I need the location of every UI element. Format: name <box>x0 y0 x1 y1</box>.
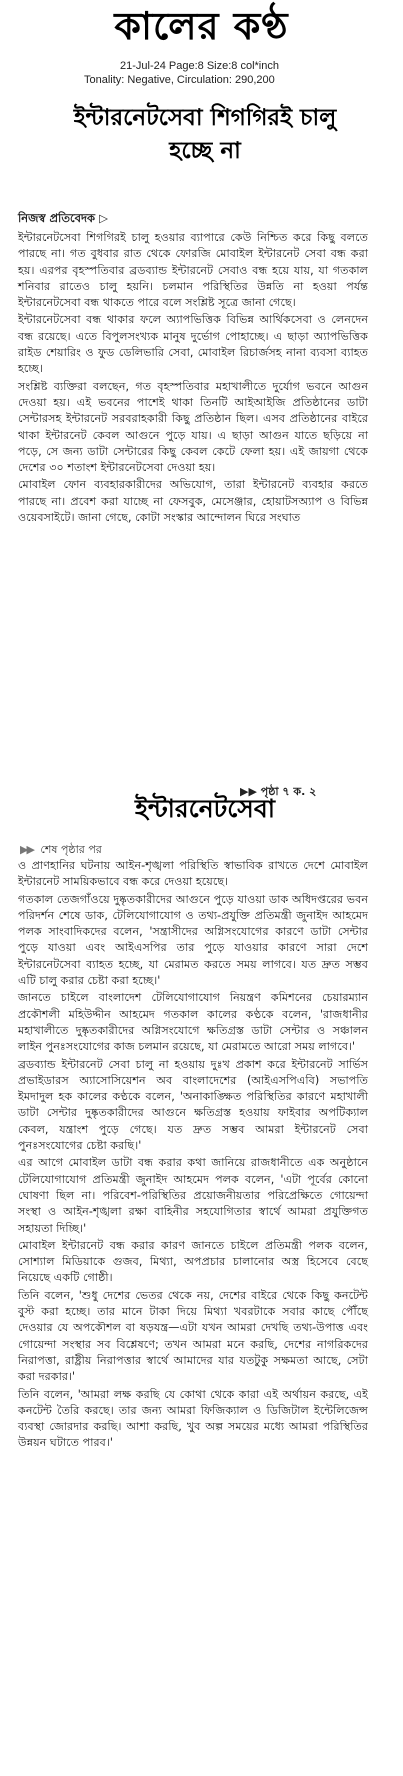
article-paragraph: ব্রডব্যান্ড ইন্টারনেট সেবা চালু না হওয়ায় দুঃখ প্রকাশ করে ইন্টারনেট সার্ভিস প্রভাইডারস অ্যাসোসিয়েশন অব বাংলাদেশের (আইএসপিএবি) সভাপতি ইমদাদুল হক কালের কণ্ঠকে বলেন, 'অনাকাঙ্ক্ষিত পরিস্থিতির কারণে মহাখালী ডাটা সেন্টার দুষ্কৃতকারীদের আগুনে ক্ষতিগ্রস্ত হওয়ায় ফাইবার অপটিক্যাল কেবল, যন্ত্রাংশ পুড়ে গেছে। যত দ্রুত সম্ভব আমরা ইন্টারনেট সেবা পুনঃসংযোগের চেষ্টা করছি।' <box>18 1057 368 1153</box>
newspaper-masthead: কালের কণ্ঠ <box>114 3 289 48</box>
article-paragraph: ইন্টারনেটসেবা শিগগিরই চালু হওয়ার ব্যাপারে কেউ নিশ্চিত করে কিছু বলতে পারছে না। গত বুধবার রাত থেকে ফোরজি মোবাইল ইন্টারনেট সেবা বন্ধ করা হয়। এরপর বৃহস্পতিবার ব্রডব্যান্ড ইন্টারনেট সেবাও বন্ধ হয়ে যায়, যা গতকাল শনিবার রাতেও চালু হয়নি। চলমান পরিস্থিতির উন্নতি না হওয়া পর্যন্ত ইন্টারনেটসেবা বন্ধ থাকতে পারে বলে সংশ্লিষ্ট সূত্রে জানা গেছে। <box>18 231 368 310</box>
byline-text: নিজস্ব প্রতিবেদক <box>18 211 96 225</box>
article-paragraph: তিনি বলেন, 'শুধু দেশের ভেতর থেকে নয়, দেশের বাইরে থেকে কিছু কনটেন্ট বুস্ট করা হচ্ছে। তার মানে টাকা দিয়ে মিথ্যা খবরটাকে সবার কাছে পৌঁছে দেওয়ার যে অপকৌশল বা ষড়যন্ত্র—এটা যখন আমরা দেখছি তথ্য-উপাত্ত এবং গোয়েন্দা সংস্থার সব বিশ্লেষণে; তখন আমরা মনে করছি, দেশের নাগরিকদের নিরাপত্তা, রাষ্ট্রীয় নিরাপত্তার স্বার্থে আমাদের যার যতটুকু সক্ষমতা আছে, সেটা করা দরকার।' <box>18 1288 368 1384</box>
article-paragraph: ইন্টারনেটসেবা বন্ধ থাকার ফলে অ্যাপভিত্তিক বিভিন্ন আর্থিকসেবা ও লেনদেন বন্ধ রয়েছে। এতে বিপুলসংখ্যক মানুষ দুর্ভোগ পোহাচ্ছে। এ ছাড়া অ্যাপভিত্তিক রাইড শেয়ারিং ও ফুড ডেলিভারি সেবা, মোবাইল রিচার্জসহ নানা ব্যবসা ব্যাহত হচ্ছে। <box>18 313 368 376</box>
article-paragraph: জানতে চাইলে বাংলাদেশ টেলিযোগাযোগ নিয়ন্ত্রণ কমিশনের চেয়ারম্যান প্রকৌশলী মহিউদ্দীন আহমেদ গতকাল কালের কণ্ঠকে বলেন, 'রাজধানীর মহাখালীতে দুষ্কৃতকারীদের অগ্নিসংযোগে ক্ষতিগ্রস্ত ডাটা সেন্টার ও সঞ্চালন লাইন পুনঃসংযোগের কাজ চলমান রয়েছে, যা মেরামতে আরো সময় লাগবে।' <box>18 991 368 1054</box>
continuation-label-text: শেষ পৃষ্ঠার পর <box>40 843 102 856</box>
byline <box>18 210 108 229</box>
article-paragraph: সংশ্লিষ্ট ব্যক্তিরা বলছেন, গত বৃহস্পতিবার মহাখালীতে দুর্যোগ ভবনে আগুন দেওয়া হয়। এই ভবনের পাশেই থাকা তিনটি আইআইজি প্রতিষ্ঠানের ডাটা সেন্টারসহ ইন্টারনেট সরবরাহকারী কিছু প্রতিষ্ঠান ছিল। এসব প্রতিষ্ঠানের বাইরে থাকা ইন্টারনেট কেবল আগুনে পুড়ে যায়। এ ছাড়া আগুন যাতে ছড়িয়ে না পড়ে, সে জন্য ডাটা সেন্টারের কিছু কেবল কেটে ফেলা হয়। এই জায়গা থেকে দেশের ৩০ শতাংশ ইন্টারনেটসেবা দেওয়া হয়। <box>18 379 368 475</box>
continuation-arrow-icon: ▶▶ <box>20 843 33 856</box>
continuation-title: ইন্টারনেটসেবা <box>135 794 275 823</box>
article-paragraph: ও প্রাণহানির ঘটনায় আইন-শৃঙ্খলা পরিস্থিতি স্বাভাবিক রাখতে দেশে মোবাইল ইন্টারনেট সাময়িকভাবে বন্ধ করে দেওয়া হয়েছে। <box>18 859 368 889</box>
byline-triangle-icon: ▷ <box>99 211 108 225</box>
article-paragraph: গতকাল তেজগাঁওয়ে দুষ্কৃতকারীদের আগুনে পুড়ে যাওয়া ডাক অধিদপ্তরের ভবন পরিদর্শন শেষে ডাক, টেলিযোগাযোগ ও তথ্য-প্রযুক্তি প্রতিমন্ত্রী জুনাইদ আহমেদ পলক সাংবাদিকদের বলেন, 'সন্ত্রাসীদের অগ্নিসংযোগের কারণে ডাটা সেন্টার পুড়ে যাওয়া এবং আইএসপির তার পুড়ে যাওয়ার কারণে সারা দেশে ইন্টারনেটসেবা ব্যাহত হচ্ছে, যা মেরামত করতে সময় লাগবে। যত দ্রুত সম্ভব এটি চালু করার চেষ্টা করা হচ্ছে।' <box>18 892 368 988</box>
clipping-meta-line-2: Tonality: Negative, Circulation: 290,200 <box>84 74 275 86</box>
article-paragraph: মোবাইল ফোন ব্যবহারকারীদের অভিযোগ, তারা ইন্টারনেট ব্যবহার করতে পারছে না। প্রবেশ করা যাচ্ছে না ফেসবুক, মেসেঞ্জার, হোয়াটসঅ্যাপ ও বিভিন্ন ওয়েবসাইটে। জানা গেছে, কোটা সংস্কার আন্দোলন ঘিরে সংঘাত <box>18 478 368 525</box>
clipping-meta-line-1: 21-Jul-24 Page:8 Size:8 col*inch <box>120 60 279 72</box>
article-headline: ইন্টারনেটসেবা শিগগিরই চালু হচ্ছে না <box>73 105 337 164</box>
article-paragraph: এর আগে মোবাইল ডাটা বন্ধ করার কথা জানিয়ে রাজধানীতে এক অনুষ্ঠানে টেলিযোগাযোগ প্রতিমন্ত্রী জুনাইদ আহমেদ পলক বলেন, 'এটা পূর্বের কোনো ঘোষণা ছিল না। পরিবেশ-পরিস্থিতির প্রয়োজনীয়তার পরিপ্রেক্ষিতে গোয়েন্দা সংস্থা ও আইন-শৃঙ্খলা রক্ষা বাহিনীর সহযোগিতার স্বার্থে আমরা প্রযুক্তিগত সহায়তা দিচ্ছি।' <box>18 1156 368 1235</box>
article-paragraph: মোবাইল ইন্টারনেট বন্ধ করার কারণ জানতে চাইলে প্রতিমন্ত্রী পলক বলেন, সোশ্যাল মিডিয়াকে গুজব, মিথ্যা, অপপ্রচার চালানোর অস্ত্র হিসেবে বেছে নিয়েছে একটি গোষ্ঠী। <box>18 1238 368 1285</box>
article-body-part-2 <box>18 858 368 1453</box>
article-body-part-1 <box>18 230 368 527</box>
jump-reference: ▶▶ পৃষ্ঠা ৭ ক. ২ <box>240 785 317 798</box>
article-paragraph: তিনি বলেন, 'আমরা লক্ষ করছি যে কোথা থেকে কারা এই অর্থায়ন করছে, এই কনটেন্ট তৈরি করছে। তার জন্য আমরা ফিজিক্যাল ও ডিজিটাল ইন্টেলিজেন্স ব্যবস্থা জোরদার করছি। আশা করছি, খুব অল্প সময়ের মধ্যে আমরা পরিস্থিতির উন্নয়ন ঘটাতে পারব।' <box>18 1387 368 1450</box>
